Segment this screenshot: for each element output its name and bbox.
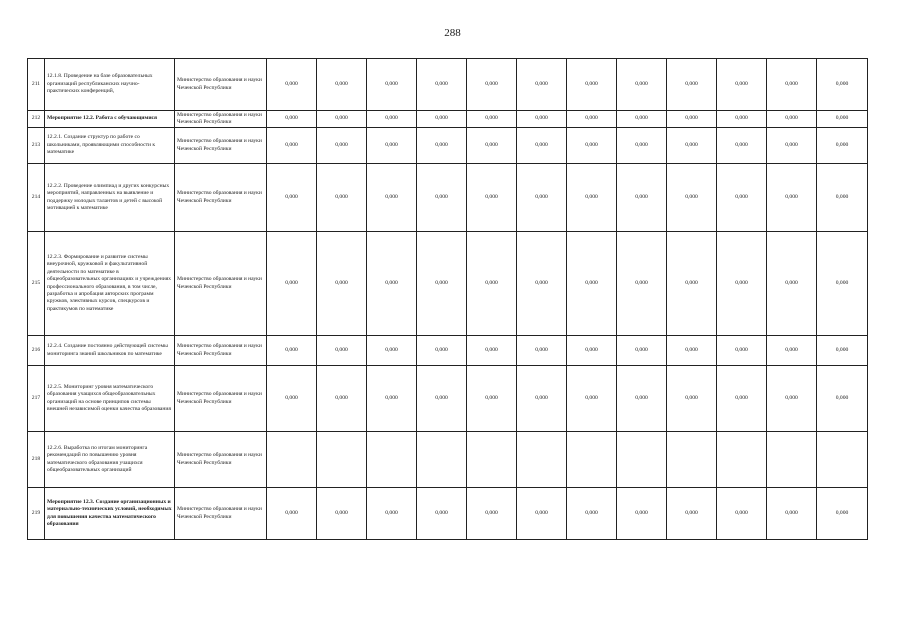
funding-value-cell: 0,000	[417, 336, 467, 366]
row-number: 216	[28, 336, 45, 366]
funding-value-cell	[717, 432, 767, 488]
row-number: 213	[28, 128, 45, 164]
funding-value-cell: 0,000	[317, 59, 367, 111]
table-row	[28, 366, 868, 432]
funding-value-cell: 0,000	[317, 111, 367, 128]
table-row	[28, 59, 868, 111]
funding-value-cell: 0,000	[817, 59, 868, 111]
measure-description: Мероприятие 12.3. Создание организационных и материально-технических условий, необходимых для повышения качества математического образования	[45, 488, 175, 540]
funding-value-cell: 0,000	[467, 366, 517, 432]
funding-value-cell: 0,000	[717, 111, 767, 128]
funding-value-cell: 0,000	[667, 232, 717, 336]
funding-value-cell: 0,000	[467, 164, 517, 232]
funding-value-cell: 0,000	[517, 366, 567, 432]
funding-value-cell	[417, 432, 467, 488]
funding-value-cell: 0,000	[567, 164, 617, 232]
funding-value-cell: 0,000	[767, 59, 817, 111]
funding-value-cell	[467, 432, 517, 488]
funding-value-cell: 0,000	[267, 59, 317, 111]
funding-value-cell: 0,000	[567, 366, 617, 432]
funding-value-cell	[367, 432, 417, 488]
funding-value-cell: 0,000	[717, 336, 767, 366]
funding-value-cell: 0,000	[267, 111, 317, 128]
funding-value-cell: 0,000	[667, 336, 717, 366]
measure-description: 12.2.5. Мониторинг уровня математического образования учащихся общеобразовательных организаций на основе принципов системы внешней независимой оценки качества образования	[45, 366, 175, 432]
funding-value-cell: 0,000	[317, 232, 367, 336]
funding-value-cell: 0,000	[417, 59, 467, 111]
funding-value-cell: 0,000	[467, 336, 517, 366]
funding-value-cell: 0,000	[267, 336, 317, 366]
funding-value-cell: 0,000	[767, 128, 817, 164]
funding-value-cell	[317, 432, 367, 488]
funding-value-cell: 0,000	[317, 164, 367, 232]
table-row	[28, 128, 868, 164]
funding-value-cell: 0,000	[717, 366, 767, 432]
funding-value-cell: 0,000	[717, 128, 767, 164]
funding-value-cell: 0,000	[517, 59, 567, 111]
funding-value-cell	[517, 432, 567, 488]
row-number: 219	[28, 488, 45, 540]
funding-value-cell: 0,000	[267, 164, 317, 232]
funding-value-cell: 0,000	[767, 232, 817, 336]
funding-value-cell: 0,000	[517, 128, 567, 164]
funding-value-cell: 0,000	[767, 164, 817, 232]
funding-value-cell	[567, 432, 617, 488]
funding-value-cell: 0,000	[317, 488, 367, 540]
funding-value-cell	[667, 432, 717, 488]
funding-value-cell: 0,000	[767, 336, 817, 366]
row-number: 215	[28, 232, 45, 336]
funding-value-cell: 0,000	[567, 232, 617, 336]
responsible-organization: Министерство образования и науки Чеченской Республики	[175, 366, 267, 432]
funding-value-cell: 0,000	[567, 128, 617, 164]
funding-value-cell: 0,000	[367, 488, 417, 540]
funding-value-cell: 0,000	[367, 59, 417, 111]
responsible-organization: Министерство образования и науки Чеченской Республики	[175, 128, 267, 164]
measure-description: 12.1.8. Проведение на базе образовательных организаций республиканских научно-практических конференций,	[45, 59, 175, 111]
funding-value-cell: 0,000	[617, 336, 667, 366]
responsible-organization: Министерство образования и науки Чеченской Республики	[175, 336, 267, 366]
funding-value-cell: 0,000	[717, 488, 767, 540]
funding-value-cell: 0,000	[467, 232, 517, 336]
responsible-organization: Министерство образования и науки Чеченской Республики	[175, 232, 267, 336]
funding-value-cell: 0,000	[667, 488, 717, 540]
measure-description: 12.2.3. Формирование и развитие системы внеурочной, кружковой и факультативной деятельности по математике в общеобразовательных организациях и учреждениях профессионального образования, в том числе, разработка и апробация авторских программ кружков, элективных курсов, спецкурсов и практикумов по математике	[45, 232, 175, 336]
funding-value-cell: 0,000	[767, 111, 817, 128]
measure-description: Мероприятие 12.2. Работа с обучающимися	[45, 111, 175, 128]
funding-value-cell: 0,000	[417, 128, 467, 164]
measure-description: 12.2.4. Создание постоянно действующей системы мониторинга знаний школьников по математике	[45, 336, 175, 366]
funding-value-cell: 0,000	[767, 366, 817, 432]
responsible-organization: Министерство образования и науки Чеченской Республики	[175, 432, 267, 488]
table-row	[28, 336, 868, 366]
funding-value-cell: 0,000	[517, 232, 567, 336]
funding-value-cell: 0,000	[267, 366, 317, 432]
funding-value-cell: 0,000	[817, 366, 868, 432]
funding-value-cell: 0,000	[367, 366, 417, 432]
funding-value-cell	[617, 432, 667, 488]
funding-value-cell: 0,000	[617, 488, 667, 540]
responsible-organization: Министерство образования и науки Чеченской Республики	[175, 111, 267, 128]
funding-value-cell: 0,000	[467, 488, 517, 540]
funding-value-cell	[817, 432, 868, 488]
funding-value-cell: 0,000	[567, 488, 617, 540]
funding-value-cell: 0,000	[417, 164, 467, 232]
table-row	[28, 232, 868, 336]
funding-value-cell: 0,000	[517, 111, 567, 128]
funding-value-cell: 0,000	[267, 488, 317, 540]
funding-value-cell: 0,000	[667, 164, 717, 232]
funding-value-cell: 0,000	[367, 128, 417, 164]
funding-value-cell: 0,000	[267, 128, 317, 164]
row-number: 211	[28, 59, 45, 111]
funding-value-cell: 0,000	[617, 164, 667, 232]
measure-description: 12.2.2. Проведение олимпиад и других конкурсных мероприятий, направленных на выявление и поддержку молодых талантов и детей с высокой мотивацией к математике	[45, 164, 175, 232]
funding-value-cell: 0,000	[467, 111, 517, 128]
funding-value-cell: 0,000	[567, 336, 617, 366]
funding-value-cell: 0,000	[767, 488, 817, 540]
responsible-organization: Министерство образования и науки Чеченской Республики	[175, 59, 267, 111]
measure-description: 12.2.1. Создание структур по работе со школьниками, проявляющими способности к математике	[45, 128, 175, 164]
funding-value-cell: 0,000	[617, 59, 667, 111]
measure-description: 12.2.6. Выработка по итогам мониторинга рекомендаций по повышению уровня математического образования учащихся общеобразовательных организаций	[45, 432, 175, 488]
table-row	[28, 111, 868, 128]
funding-value-cell: 0,000	[417, 488, 467, 540]
funding-value-cell: 0,000	[517, 164, 567, 232]
funding-value-cell: 0,000	[417, 111, 467, 128]
funding-value-cell	[267, 432, 317, 488]
funding-value-cell: 0,000	[617, 128, 667, 164]
funding-value-cell: 0,000	[417, 366, 467, 432]
funding-value-cell: 0,000	[817, 128, 868, 164]
funding-value-cell: 0,000	[367, 232, 417, 336]
funding-value-cell: 0,000	[667, 366, 717, 432]
funding-value-cell: 0,000	[717, 232, 767, 336]
funding-value-cell: 0,000	[617, 111, 667, 128]
funding-value-cell: 0,000	[517, 488, 567, 540]
funding-value-cell	[767, 432, 817, 488]
row-number: 212	[28, 111, 45, 128]
funding-value-cell: 0,000	[717, 164, 767, 232]
funding-value-cell: 0,000	[317, 128, 367, 164]
funding-value-cell: 0,000	[667, 59, 717, 111]
funding-value-cell: 0,000	[617, 232, 667, 336]
funding-value-cell: 0,000	[567, 59, 617, 111]
funding-value-cell: 0,000	[267, 232, 317, 336]
responsible-organization: Министерство образования и науки Чеченской Республики	[175, 488, 267, 540]
funding-value-cell: 0,000	[617, 366, 667, 432]
funding-value-cell: 0,000	[317, 366, 367, 432]
responsible-organization: Министерство образования и науки Чеченской Республики	[175, 164, 267, 232]
funding-value-cell: 0,000	[367, 111, 417, 128]
funding-value-cell: 0,000	[667, 111, 717, 128]
funding-value-cell: 0,000	[817, 232, 868, 336]
page-number: 288	[444, 27, 461, 39]
funding-value-cell: 0,000	[317, 336, 367, 366]
funding-value-cell: 0,000	[367, 336, 417, 366]
row-number: 217	[28, 366, 45, 432]
funding-value-cell: 0,000	[467, 128, 517, 164]
table-row	[28, 164, 868, 232]
budget-table	[27, 58, 868, 540]
table-row	[28, 488, 868, 540]
row-number: 214	[28, 164, 45, 232]
funding-value-cell: 0,000	[817, 111, 868, 128]
funding-value-cell: 0,000	[817, 336, 868, 366]
table-row	[28, 432, 868, 488]
funding-value-cell: 0,000	[817, 164, 868, 232]
row-number: 218	[28, 432, 45, 488]
funding-value-cell: 0,000	[517, 336, 567, 366]
funding-value-cell: 0,000	[717, 59, 767, 111]
funding-value-cell: 0,000	[467, 59, 517, 111]
funding-value-cell: 0,000	[367, 164, 417, 232]
funding-value-cell: 0,000	[667, 128, 717, 164]
funding-value-cell: 0,000	[417, 232, 467, 336]
funding-value-cell: 0,000	[567, 111, 617, 128]
funding-value-cell: 0,000	[817, 488, 868, 540]
